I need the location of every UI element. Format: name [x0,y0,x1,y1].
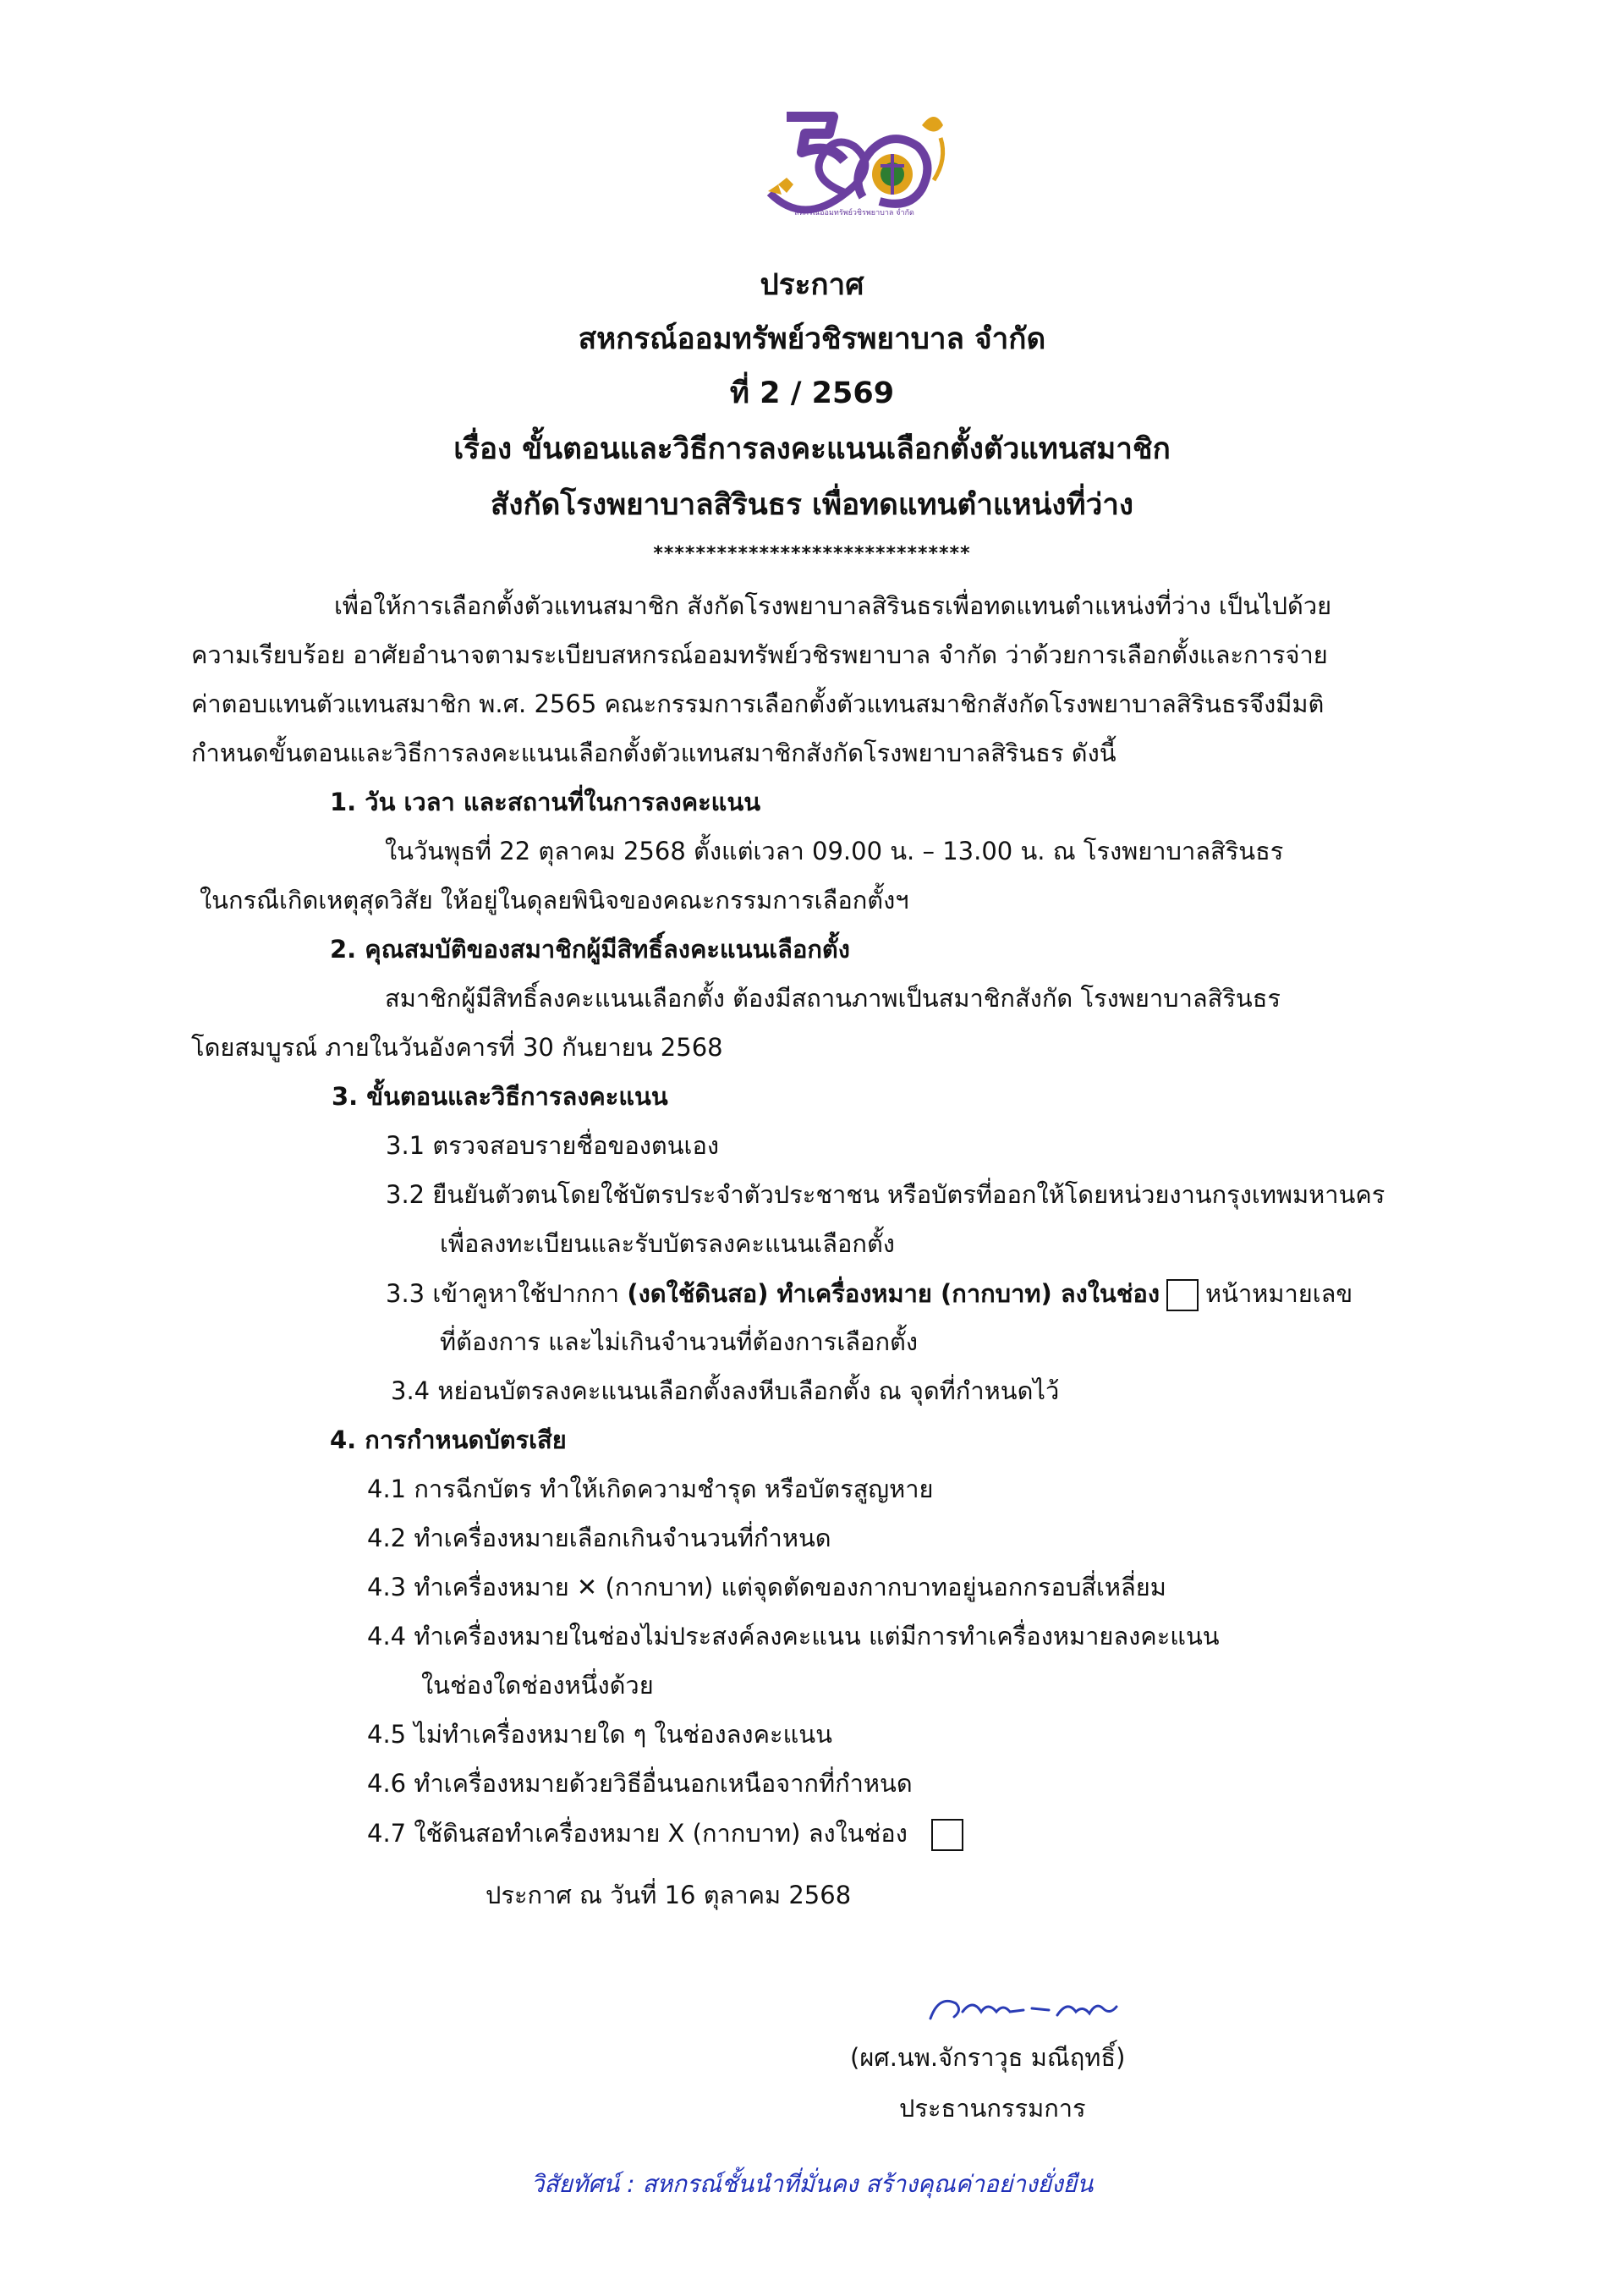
section-2-heading: 2. คุณสมบัติของสมาชิกผู้มีสิทธิ์ลงคะแนนเลือกตั้ง [330,935,850,964]
signatory-name: (ผศ.นพ.จักราวุธ มณีฤทธิ์) [850,2043,1126,2072]
heading-announcement: ประกาศ [760,268,864,302]
section-3-item-2: 3.2 ยืนยันตัวตนโดยใช้บัตรประจำตัวประชาชน หรือบัตรที่ออกให้โดยหน่วยงานกรุงเทพมหานคร [386,1180,1385,1209]
section-4-item-5: 4.5 ไม่ทำเครื่องหมายใด ๆ ในช่องลงคะแนน [367,1720,832,1749]
divider-stars: ****************************** [653,543,971,564]
heading-organization: สหกรณ์ออมทรัพย์วชิรพยาบาล จำกัด [578,322,1046,356]
section-4-item-7-text: 4.7 ใช้ดินสอทำเครื่องหมาย X (กากบาท) ลงในช่อง [367,1819,908,1848]
intro-line-4: กำหนดขั้นตอนและวิธีการลงคะแนนเลือกตั้งตัวแทนสมาชิกสังกัดโรงพยาบาลสิรินธร ดังนี้ [191,739,1116,767]
handwritten-signature [922,1986,1133,2029]
section-4-item-6: 4.6 ทำเครื่องหมายด้วยวิธีอื่นนอกเหนือจากที่กำหนด [367,1769,913,1798]
section-3-item-4: 3.4 หย่อนบัตรลงคะแนนเลือกตั้งลงหีบเลือกตั้ง ณ จุดที่กำหนดไว้ [391,1376,1060,1405]
heading-subject: เรื่อง ขั้นตอนและวิธีการลงคะแนนเลือกตั้งตัวแทนสมาชิก [453,432,1171,466]
intro-line-2: ความเรียบร้อย อาศัยอำนาจตามระเบียบสหกรณ์ออมทรัพย์วชิรพยาบาล จำกัด ว่าด้วยการเลือกตั้งและการจ่าย [191,640,1328,669]
section-4-heading: 4. การกำหนดบัตรเสีย [330,1425,567,1454]
checkbox-square-icon [931,1819,963,1851]
intro-line-1: เพื่อให้การเลือกตั้งตัวแทนสมาชิก สังกัดโรงพยาบาลสิรินธรเพื่อทดแทนตำแหน่งที่ว่าง เป็นไปด้วย [334,591,1332,620]
section-2-line-2: โดยสมบูรณ์ ภายในวันอังคารที่ 30 กันยายน 2568 [191,1033,723,1062]
section-2-line-1: สมาชิกผู้มีสิทธิ์ลงคะแนนเลือกตั้ง ต้องมีสถานภาพเป็นสมาชิกสังกัด โรงพยาบาลสิรินธร [385,984,1281,1013]
section-3-item-1: 3.1 ตรวจสอบรายชื่อของตนเอง [386,1131,720,1160]
section-3-item-3-suffix: หน้าหมายเลข [1205,1279,1353,1308]
section-3-item-3-bold: (งดใช้ดินสอ) ทำเครื่องหมาย (กากบาท) ลงในช่อง [627,1279,1160,1308]
section-1-line-2: ในกรณีเกิดเหตุสุดวิสัย ให้อยู่ในดุลยพินิจของคณะกรรมการเลือกตั้งฯ [200,886,909,915]
footer-vision: วิสัยทัศน์ : สหกรณ์ชั้นนำที่มั่นคง สร้างคุณค่าอย่างยั่งยืน [530,2170,1094,2198]
section-4-item-3: 4.3 ทำเครื่องหมาย ✕ (กากบาท) แต่จุดตัดของกากบาทอยู่นอกกรอบสี่เหลี่ยม [367,1573,1166,1601]
section-4-item-4-cont: ในช่องใดช่องหนึ่งด้วย [421,1671,654,1700]
intro-line-3: ค่าตอบแทนตัวแทนสมาชิก พ.ศ. 2565 คณะกรรมการเลือกตั้งตัวแทนสมาชิกสังกัดโรงพยาบาลสิรินธรจึงมีมติ [191,689,1325,718]
signatory-title: ประธานกรรมการ [899,2094,1086,2123]
heading-number: ที่ 2 / 2569 [729,376,895,410]
section-1-line-1: ในวันพุธที่ 22 ตุลาคม 2568 ตั้งแต่เวลา 09.00 น. – 13.00 น. ณ โรงพยาบาลสิรินธร [385,837,1284,865]
section-4-item-2: 4.2 ทำเครื่องหมายเลือกเกินจำนวนที่กำหนด [367,1524,831,1552]
announcement-date: ประกาศ ณ วันที่ 16 ตุลาคม 2568 [486,1881,852,1909]
checkbox-square-icon [1166,1279,1199,1311]
section-3-item-3-cont: ที่ต้องการ และไม่เกินจำนวนที่ต้องการเลือกตั้ง [440,1327,919,1356]
cooperative-50th-anniversary-logo [753,100,956,218]
heading-subject-cont: สังกัดโรงพยาบาลสิรินธร เพื่อทดแทนตำแหน่งที่ว่าง [491,488,1133,522]
section-3-item-3 [386,1279,1352,1311]
section-3-heading: 3. ขั้นตอนและวิธีการลงคะแนน [332,1082,668,1111]
section-1-heading: 1. วัน เวลา และสถานที่ในการลงคะแนน [330,788,761,816]
section-3-item-3-prefix: 3.3 เข้าคูหาใช้ปากกา [386,1279,628,1308]
section-3-item-2-cont: เพื่อลงทะเบียนและรับบัตรลงคะแนนเลือกตั้ง [440,1229,895,1258]
logo-caption: สหกรณ์ออมทรัพย์วชิรพยาบาล จำกัด [794,209,914,217]
section-4-item-4: 4.4 ทำเครื่องหมายในช่องไม่ประสงค์ลงคะแนน แต่มีการทำเครื่องหมายลงคะแนน [367,1622,1220,1651]
section-4-item-7 [367,1819,970,1851]
section-4-item-1: 4.1 การฉีกบัตร ทำให้เกิดความชำรุด หรือบัตรสูญหาย [367,1475,934,1503]
